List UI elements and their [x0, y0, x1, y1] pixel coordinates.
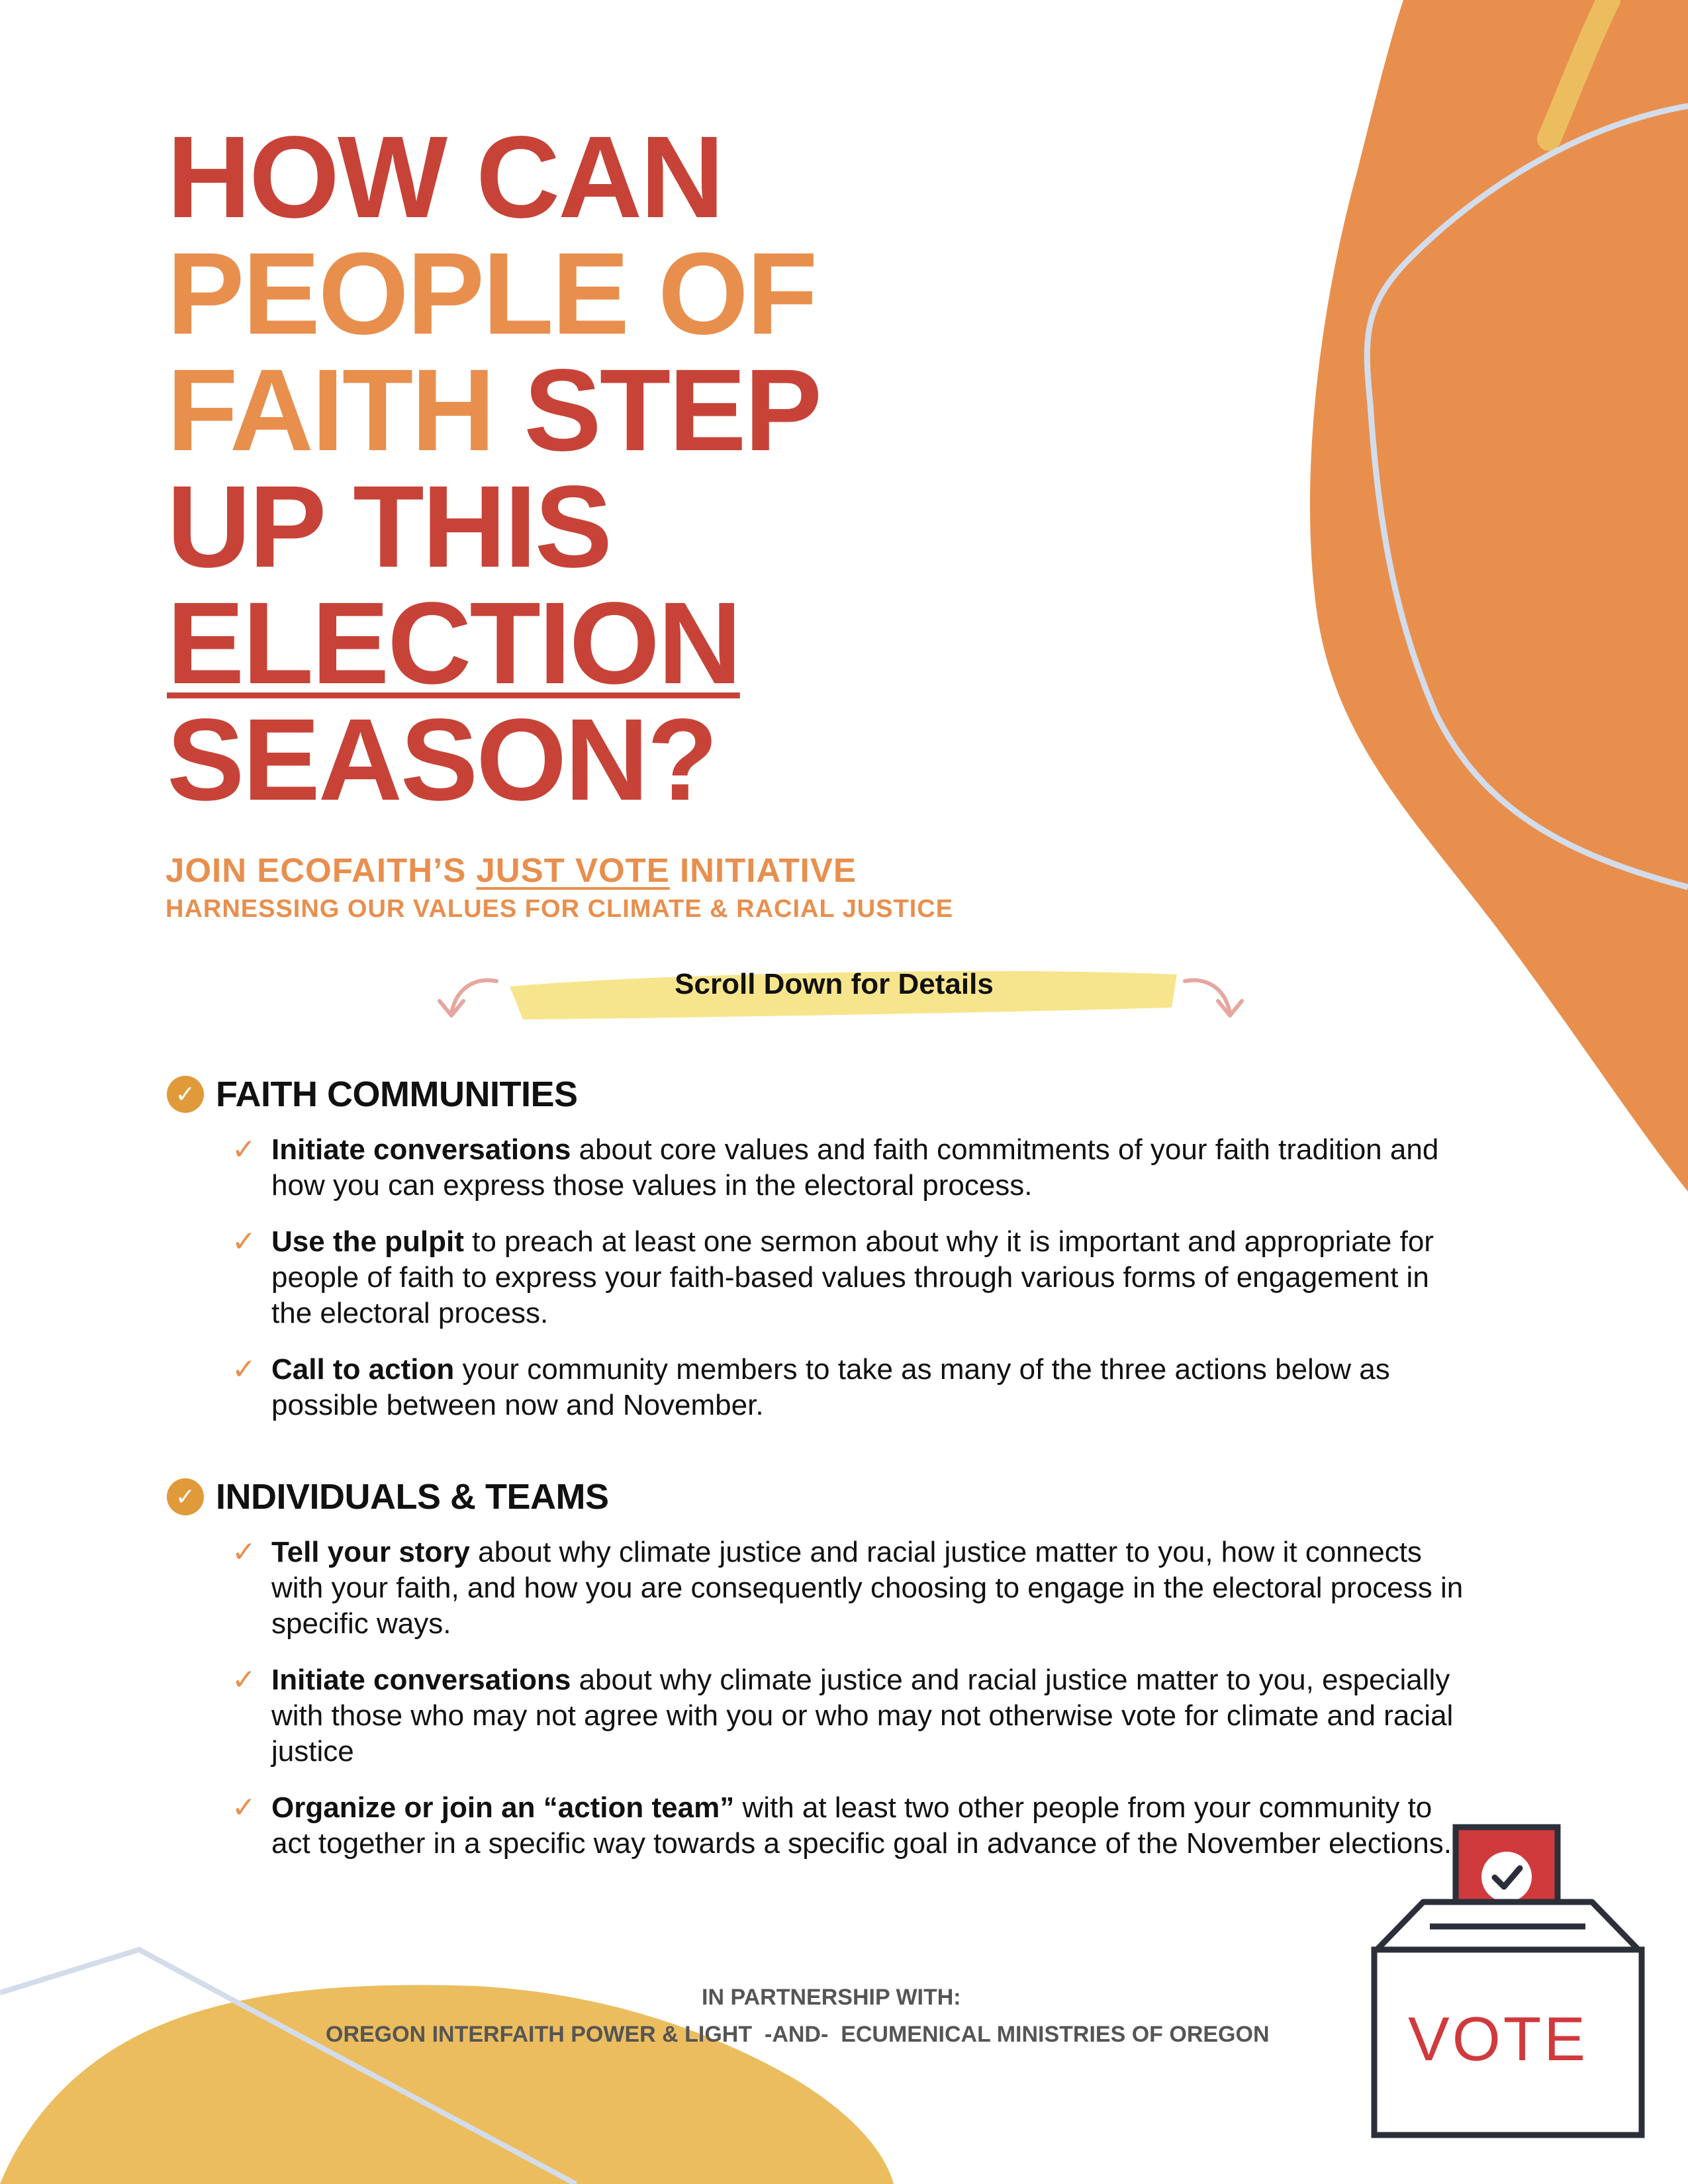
headline-line-6: SEASON? — [167, 695, 716, 825]
join-prefix: JOIN ECOFAITH’S — [165, 851, 477, 889]
list-item — [232, 1132, 1476, 1204]
section-title: INDIVIDUALS & TEAMS — [216, 1477, 609, 1517]
tagline: HARNESSING OUR VALUES FOR CLIMATE & RACIAL JUSTICE — [165, 895, 954, 923]
faith-communities-list — [232, 1132, 1476, 1423]
item-lead: Initiate conversations — [271, 1664, 571, 1696]
checkmark-icon: ✓ — [232, 1133, 256, 1166]
yellow-blob-shape — [0, 1985, 894, 2184]
curved-arrow-left-icon — [440, 980, 496, 1016]
headline-line-1: HOW CAN — [167, 113, 723, 242]
item-text: about why climate justice and racial justice matter to you, how it connects with your faith, and how you are consequently choosing to engage in the electoral process in specific ways. — [271, 1536, 1464, 1640]
list-item — [232, 1352, 1476, 1423]
orange-blob-shape — [1310, 0, 1688, 1192]
item-text: about why climate justice and racial justice matter to you, especially with those who may not agree with you or who may not otherwise vote for climate and racial justice — [271, 1664, 1454, 1768]
list-item — [232, 1662, 1476, 1770]
ballot-box-label: VOTE — [1408, 2004, 1588, 2073]
item-text: your community members to take as many of the three actions below as possible between now and November. — [271, 1353, 1390, 1421]
join-suffix: INITIATIVE — [669, 851, 857, 889]
checkmark-icon: ✓ — [232, 1535, 256, 1569]
partnership-names: OREGON INTERFAITH POWER & LIGHT -AND- ECUMENICAL MINISTRIES OF OREGON — [326, 2022, 1270, 2047]
checkmark-badge-icon: ✓ — [167, 1478, 204, 1515]
item-text: to preach at least one sermon about why it is important and appropriate for people of faith to express your faith-based values through various forms of engagement in the electoral process. — [271, 1225, 1434, 1329]
item-text: about core values and faith commitments of your faith tradition and how you can express those values in the electoral process. — [271, 1133, 1439, 1202]
item-lead: Organize or join an “action team” — [271, 1791, 735, 1824]
item-lead: Call to action — [271, 1353, 455, 1386]
section-individuals-teams — [167, 1476, 609, 1517]
ballot-box-icon — [1374, 1827, 1642, 2135]
curved-arrow-right-icon — [1185, 980, 1242, 1016]
checkmark-badge-icon: ✓ — [167, 1076, 204, 1113]
checkmark-icon: ✓ — [232, 1663, 256, 1697]
headline-line-3 — [167, 346, 820, 475]
just-vote-link: JUST VOTE — [476, 851, 670, 889]
headline — [167, 113, 820, 825]
checkmark-icon: ✓ — [232, 1225, 256, 1258]
join-initiative-heading — [165, 851, 857, 890]
headline-faith: FAITH — [167, 346, 494, 475]
list-item — [232, 1790, 1476, 1862]
partnership-label: IN PARTNERSHIP WITH: — [702, 1985, 961, 2010]
section-title: FAITH COMMUNITIES — [216, 1074, 578, 1114]
headline-line-2: PEOPLE OF — [167, 229, 816, 359]
individuals-teams-list — [232, 1535, 1476, 1862]
headline-step: STEP — [493, 346, 820, 475]
section-faith-communities — [167, 1074, 577, 1115]
list-item — [232, 1535, 1476, 1642]
scroll-down-label: Scroll Down for Details — [675, 968, 994, 1000]
item-lead: Initiate conversations — [271, 1133, 571, 1166]
headline-line-5: ELECTION — [167, 579, 740, 708]
checkmark-icon: ✓ — [232, 1791, 256, 1825]
checkmark-icon: ✓ — [232, 1353, 256, 1386]
item-lead: Use the pulpit — [271, 1225, 464, 1258]
item-text: with at least two other people from your community to act together in a specific way towards a specific goal in advance of the November elections. — [271, 1791, 1452, 1860]
item-lead: Tell your story — [271, 1536, 470, 1568]
list-item — [232, 1224, 1476, 1331]
headline-line-4: UP THIS — [167, 462, 611, 592]
